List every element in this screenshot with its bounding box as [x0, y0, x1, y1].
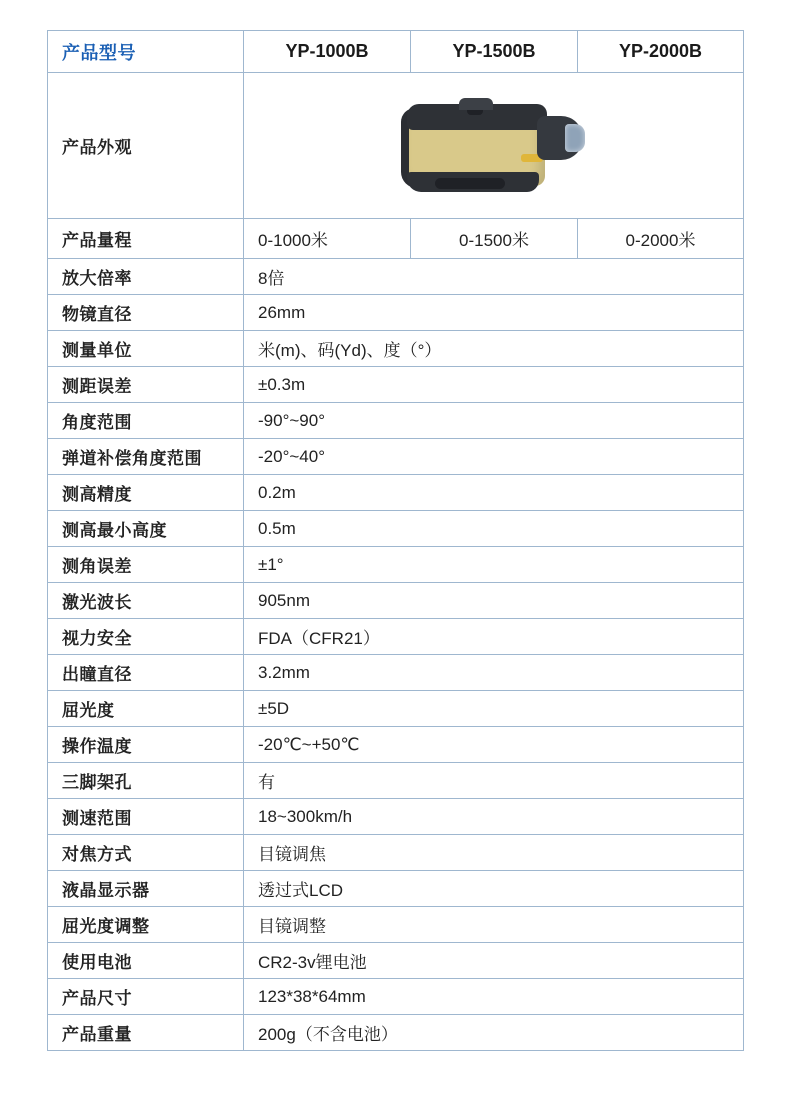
- table-row: [48, 511, 744, 547]
- row-value: 905nm: [244, 583, 744, 619]
- table-row: [48, 655, 744, 691]
- row-value: ±0.3m: [244, 367, 744, 403]
- row-label: 产品尺寸: [48, 979, 244, 1015]
- row-label: 测高精度: [48, 475, 244, 511]
- table-row: [48, 871, 744, 907]
- row-value: 18~300km/h: [244, 799, 744, 835]
- header-model-2: YP-1500B: [411, 31, 578, 73]
- row-value: 透过式LCD: [244, 871, 744, 907]
- row-label: 激光波长: [48, 583, 244, 619]
- table-row: [48, 259, 744, 295]
- table-row: [48, 691, 744, 727]
- row-value: 目镜调焦: [244, 835, 744, 871]
- row-label: 屈光度: [48, 691, 244, 727]
- row-value: FDA（CFR21）: [244, 619, 744, 655]
- table-row: [48, 439, 744, 475]
- device-grip: [435, 178, 505, 189]
- table-row: [48, 1015, 744, 1051]
- header-label-model: 产品型号: [48, 31, 244, 73]
- device-top-shell: [407, 104, 547, 130]
- product-appearance-cell: [244, 73, 744, 219]
- row-label: 弹道补偿角度范围: [48, 439, 244, 475]
- row-label: 角度范围: [48, 403, 244, 439]
- table-row: [48, 583, 744, 619]
- table-row: [48, 763, 744, 799]
- table-row: [48, 835, 744, 871]
- row-label: 操作温度: [48, 727, 244, 763]
- product-specification-table: [47, 30, 744, 1051]
- table-row: [48, 727, 744, 763]
- table-row: [48, 907, 744, 943]
- table-row: [48, 619, 744, 655]
- row-value: 米(m)、码(Yd)、度（°）: [244, 331, 744, 367]
- table-row-range: [48, 219, 744, 259]
- row-label: 测高最小高度: [48, 511, 244, 547]
- row-value: 3.2mm: [244, 655, 744, 691]
- row-value: 8倍: [244, 259, 744, 295]
- row-value: 200g（不含电池）: [244, 1015, 744, 1051]
- row-value: -90°~90°: [244, 403, 744, 439]
- device-button: [467, 106, 483, 115]
- row-value: 0.2m: [244, 475, 744, 511]
- product-image-wrapper: [258, 76, 729, 216]
- table-row: [48, 799, 744, 835]
- range-value-2: 0-1500米: [411, 219, 578, 259]
- row-value: 26mm: [244, 295, 744, 331]
- device-lens: [565, 124, 585, 152]
- row-value: 有: [244, 763, 744, 799]
- row-label-range: 产品量程: [48, 219, 244, 259]
- table-row: [48, 547, 744, 583]
- row-label: 放大倍率: [48, 259, 244, 295]
- row-label: 三脚架孔: [48, 763, 244, 799]
- table-row: [48, 979, 744, 1015]
- header-model-3: YP-2000B: [578, 31, 744, 73]
- header-model-1: YP-1000B: [244, 31, 411, 73]
- row-label: 液晶显示器: [48, 871, 244, 907]
- table-row: [48, 403, 744, 439]
- row-label: 产品重量: [48, 1015, 244, 1051]
- row-label: 测角误差: [48, 547, 244, 583]
- row-value: 123*38*64mm: [244, 979, 744, 1015]
- row-label: 视力安全: [48, 619, 244, 655]
- row-value: ±1°: [244, 547, 744, 583]
- row-value: -20°~40°: [244, 439, 744, 475]
- row-label: 对焦方式: [48, 835, 244, 871]
- row-value: 目镜调整: [244, 907, 744, 943]
- row-label: 测速范围: [48, 799, 244, 835]
- range-value-3: 0-2000米: [578, 219, 744, 259]
- table-row: [48, 331, 744, 367]
- laser-rangefinder-icon: [399, 94, 589, 198]
- table-header-row: [48, 31, 744, 73]
- row-label: 出瞳直径: [48, 655, 244, 691]
- row-label: 测距误差: [48, 367, 244, 403]
- row-label: 物镜直径: [48, 295, 244, 331]
- range-value-1: 0-1000米: [244, 219, 411, 259]
- table-row: [48, 475, 744, 511]
- row-value: CR2-3v锂电池: [244, 943, 744, 979]
- row-label-appearance: 产品外观: [48, 73, 244, 219]
- row-value: 0.5m: [244, 511, 744, 547]
- table-row: [48, 367, 744, 403]
- row-value: -20℃~+50℃: [244, 727, 744, 763]
- table-row: [48, 295, 744, 331]
- row-label: 测量单位: [48, 331, 244, 367]
- row-label: 屈光度调整: [48, 907, 244, 943]
- table-row: [48, 943, 744, 979]
- row-value: ±5D: [244, 691, 744, 727]
- row-label: 使用电池: [48, 943, 244, 979]
- table-row-appearance: [48, 73, 744, 219]
